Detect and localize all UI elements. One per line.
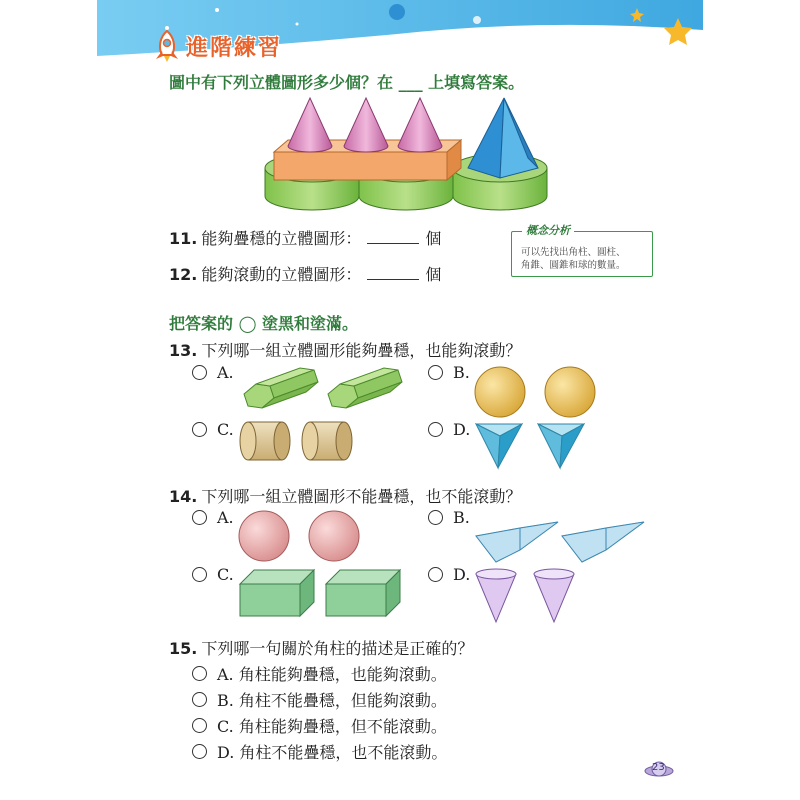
q13-option-b[interactable]: B.	[428, 363, 470, 382]
cone	[344, 98, 388, 152]
triangular-pyramid-pair	[474, 420, 590, 470]
answer-bubble[interactable]	[428, 422, 443, 437]
question-11: 11. 能夠疊穩的立體圖形： 個	[169, 229, 442, 248]
q15-option-a[interactable]: A. 角柱能夠疊穩，也能夠滾動。	[192, 662, 447, 685]
sphere	[239, 511, 289, 561]
inverted-cone-pair	[474, 568, 578, 624]
q14-option-a[interactable]: A.	[192, 508, 234, 527]
answer-bubble[interactable]	[428, 567, 443, 582]
sphere-pair	[474, 366, 598, 418]
q14-option-b[interactable]: B.	[428, 508, 470, 527]
choice-instruction: 把答案的 ◯ 塗黑和塗滿。	[169, 314, 359, 333]
question-14: 14. 下列哪一組立體圖形不能疊穩，也不能滾動？	[169, 487, 522, 506]
pyramid	[468, 98, 538, 178]
answer-bubble[interactable]	[428, 510, 443, 525]
q13-option-c[interactable]: C.	[192, 420, 234, 439]
cylinder-pair	[238, 420, 354, 462]
page-number: 23	[652, 762, 665, 773]
answer-blank[interactable]	[367, 229, 419, 244]
answer-bubble[interactable]	[192, 567, 207, 582]
answer-bubble[interactable]	[192, 744, 207, 759]
cylinder	[302, 422, 352, 460]
cuboid	[240, 570, 314, 616]
hexagonal-prism	[328, 368, 402, 408]
triangular-pyramid	[538, 424, 584, 468]
sphere	[309, 511, 359, 561]
triangular-prism	[476, 522, 558, 562]
cuboid-pair	[238, 566, 404, 618]
section-title-badge	[152, 28, 282, 64]
q13-option-d[interactable]: D.	[428, 420, 470, 439]
cone	[398, 98, 442, 152]
intro-instruction: 圖中有下列立體圖形多少個？在 ___ 上填寫答案。	[169, 73, 525, 92]
rocket-icon	[152, 29, 182, 63]
sphere-pair	[238, 510, 362, 562]
hexagonal-prism-pair	[240, 364, 410, 416]
hexagonal-prism	[244, 368, 318, 408]
concept-title: 概念分析	[522, 222, 574, 238]
q14-option-d[interactable]: D.	[428, 565, 470, 584]
answer-bubble[interactable]	[192, 692, 207, 707]
answer-bubble[interactable]	[192, 422, 207, 437]
sphere	[475, 367, 525, 417]
question-12: 12. 能夠滾動的立體圖形： 個	[169, 265, 442, 284]
answer-bubble[interactable]	[192, 666, 207, 681]
question-13: 13. 下列哪一組立體圖形能夠疊穩，也能夠滾動？	[169, 341, 522, 360]
page-number-badge	[644, 760, 674, 778]
q15-option-c[interactable]: C. 角柱能夠疊穩，但不能滾動。	[192, 714, 447, 737]
answer-bubble[interactable]	[428, 365, 443, 380]
triangular-pyramid	[476, 424, 522, 468]
answer-bubble[interactable]	[192, 510, 207, 525]
cone	[476, 569, 516, 622]
answer-blank[interactable]	[367, 265, 419, 280]
cylinder	[240, 422, 290, 460]
triangular-prism-pair	[474, 520, 650, 564]
triangular-prism	[562, 522, 644, 562]
q14-option-c[interactable]: C.	[192, 565, 234, 584]
answer-bubble[interactable]	[192, 718, 207, 733]
cone	[534, 569, 574, 622]
cuboid	[326, 570, 400, 616]
q15-option-d[interactable]: D. 角柱不能疊穩，也不能滾動。	[192, 740, 447, 763]
concept-analysis-box	[511, 224, 653, 277]
section-title: 進階練習	[186, 35, 283, 61]
q13-option-a[interactable]: A.	[192, 363, 234, 382]
sphere	[545, 367, 595, 417]
question-15: 15. 下列哪一句關於角柱的描述是正確的？	[169, 639, 474, 658]
stacked-solids-figure	[262, 96, 552, 214]
answer-bubble[interactable]	[192, 365, 207, 380]
concept-text: 可以先找出角柱、圓柱、 角錐、圓錐和球的數量。	[521, 247, 626, 271]
cone	[288, 98, 332, 152]
q15-option-b[interactable]: B. 角柱不能疊穩，但能夠滾動。	[192, 688, 447, 711]
